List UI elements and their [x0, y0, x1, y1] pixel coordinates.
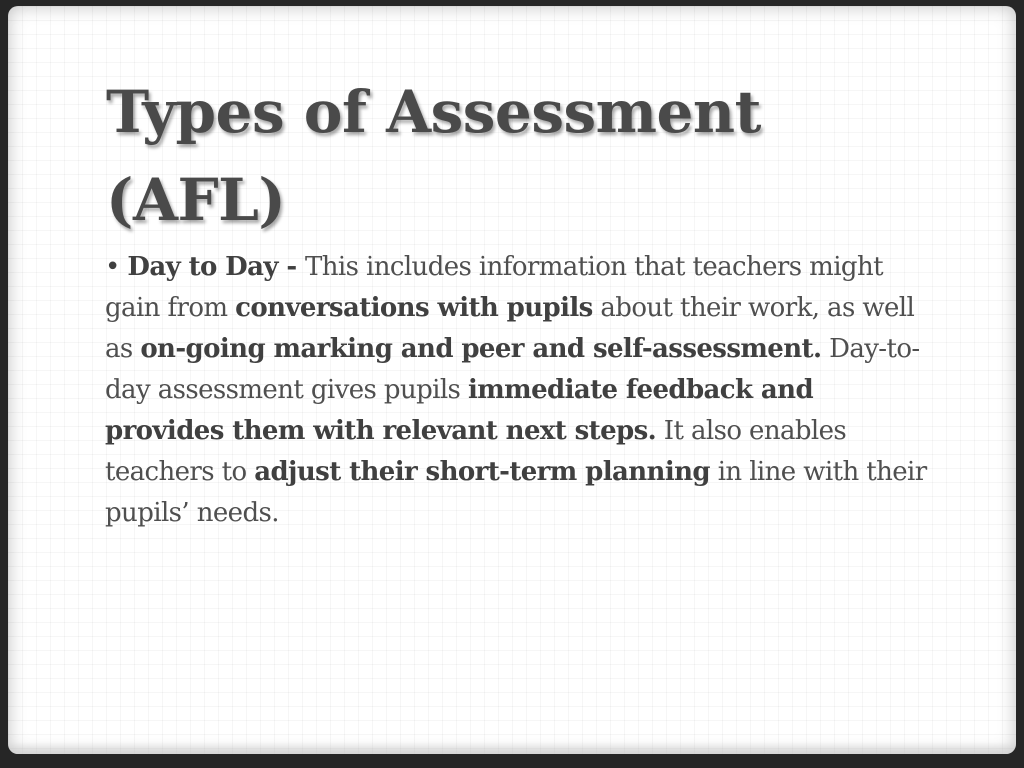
bullet-icon: • — [105, 252, 120, 282]
text-segment-3: Day-to-day assessment gives pupils — [105, 334, 920, 405]
bold-segment-2: on-going marking and peer and self-assessment. — [140, 334, 822, 364]
heading-dash: - — [277, 252, 305, 282]
text-segment-2: about their work, as well as — [105, 293, 915, 364]
bullet-paragraph — [105, 247, 927, 534]
text-segment-4: It also enables teachers to — [105, 416, 847, 487]
bold-segment-4: adjust their short-term planning — [254, 457, 711, 487]
text-segment-1: This includes information that teachers might gain from — [105, 252, 883, 323]
bold-segment-1: conversations with pupils — [235, 293, 593, 323]
slide-title: Types of Assessment (AFL) — [106, 78, 761, 234]
text-segment-5: in line with their pupils’ needs. — [105, 457, 927, 528]
paragraph-heading: Day to Day — [127, 252, 278, 282]
slide — [8, 6, 1016, 754]
bold-segment-3: immediate feedback and provides them with relevant next steps. — [105, 375, 814, 446]
